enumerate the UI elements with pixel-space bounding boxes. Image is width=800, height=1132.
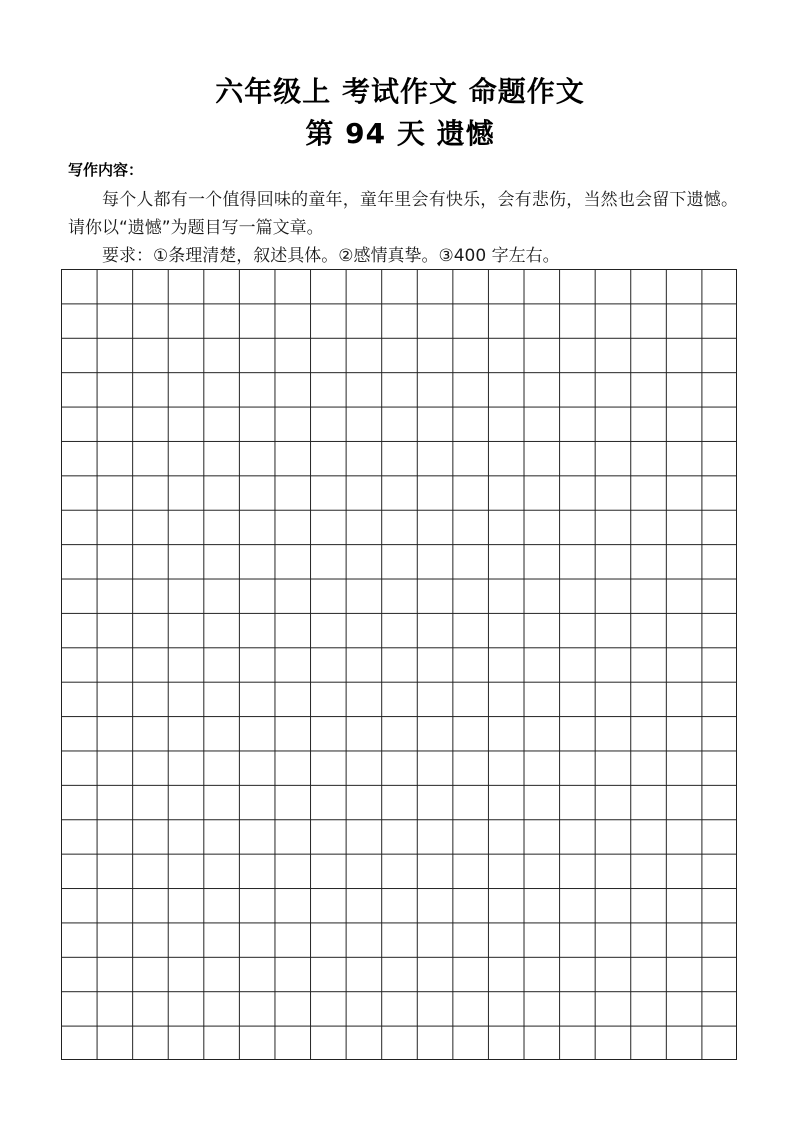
writing-prompt [68, 186, 738, 270]
page-title: 六年级上 考试作文 命题作文 [215, 75, 585, 108]
prompt-paragraph: 每个人都有一个值得回味的童年，童年里会有快乐，会有悲伤，当然也会留下遗憾。请你以“遗憾”为题目写一篇文章。 [68, 190, 738, 238]
prompt-requirements: 要求：①条理清楚，叙述具体。②感情真挚。③400 字左右。 [102, 246, 560, 266]
writing-content-label: 写作内容： [68, 161, 144, 179]
page-subtitle: 第 94 天 遗憾 [305, 117, 495, 150]
writing-grid[interactable] [61, 269, 737, 1060]
